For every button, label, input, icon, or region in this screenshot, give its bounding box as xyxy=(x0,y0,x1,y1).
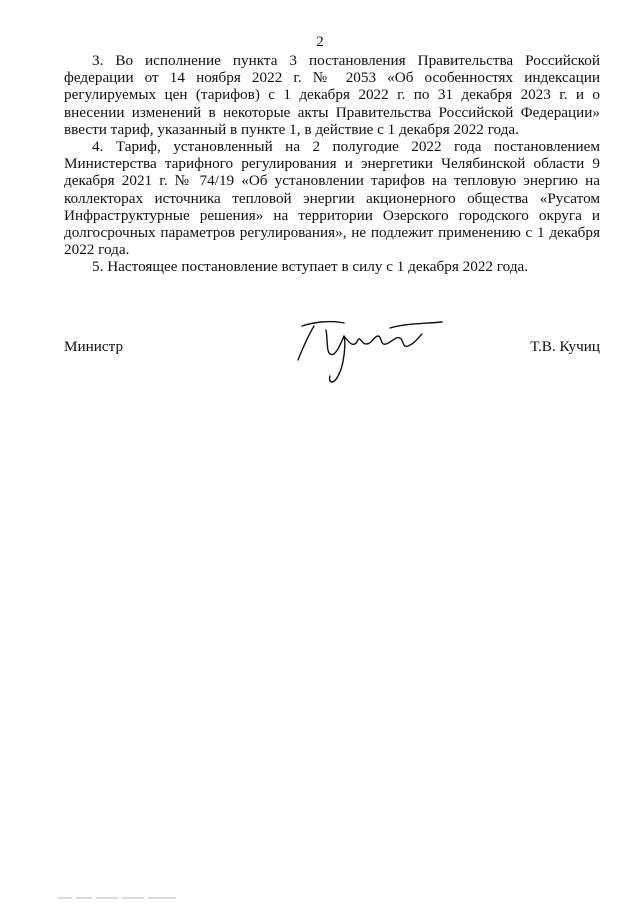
paragraph-5: 5. Настоящее постановление вступает в силу с 1 декабря 2022 года. xyxy=(92,258,529,276)
footer-scan-mark xyxy=(58,896,178,900)
signature-block xyxy=(64,320,600,400)
signer-name: Т.В. Кучиц xyxy=(530,338,600,355)
handwritten-signature-icon xyxy=(292,314,452,394)
paragraph-4: 4. Тариф, установленный на 2 полугодие 2022 года постановлением Министерства тарифного регулирования и энергетики Челябинской области 9 декабря 2021 г. № 74/19 «Об установлении тарифов на тепловую энергию на коллекторах источника тепловой энергии акционерного общества «Русатом Инфраструктурные решения» на территории Озерского городского округа и долгосрочных параметров регулирования», не подлежит применению с 1 декабря 2022 года. xyxy=(64,138,600,259)
signer-position: Министр xyxy=(64,338,124,355)
page-number: 2 xyxy=(316,34,324,50)
document-body xyxy=(64,52,600,276)
paragraph-3: 3. Во исполнение пункта 3 постановления Правительства Российской федерации от 14 ноября 2022 г. № 2053 «Об особенностях индексации регулируемых цен (тарифов) с 1 декабря 2022 г. по 31 декабря 2023 г. и о внесении изменений в некоторые акты Правительства Российской Федерации» ввести тариф, указанный в пункте 1, в действие с 1 декабря 2022 года. xyxy=(64,52,600,138)
